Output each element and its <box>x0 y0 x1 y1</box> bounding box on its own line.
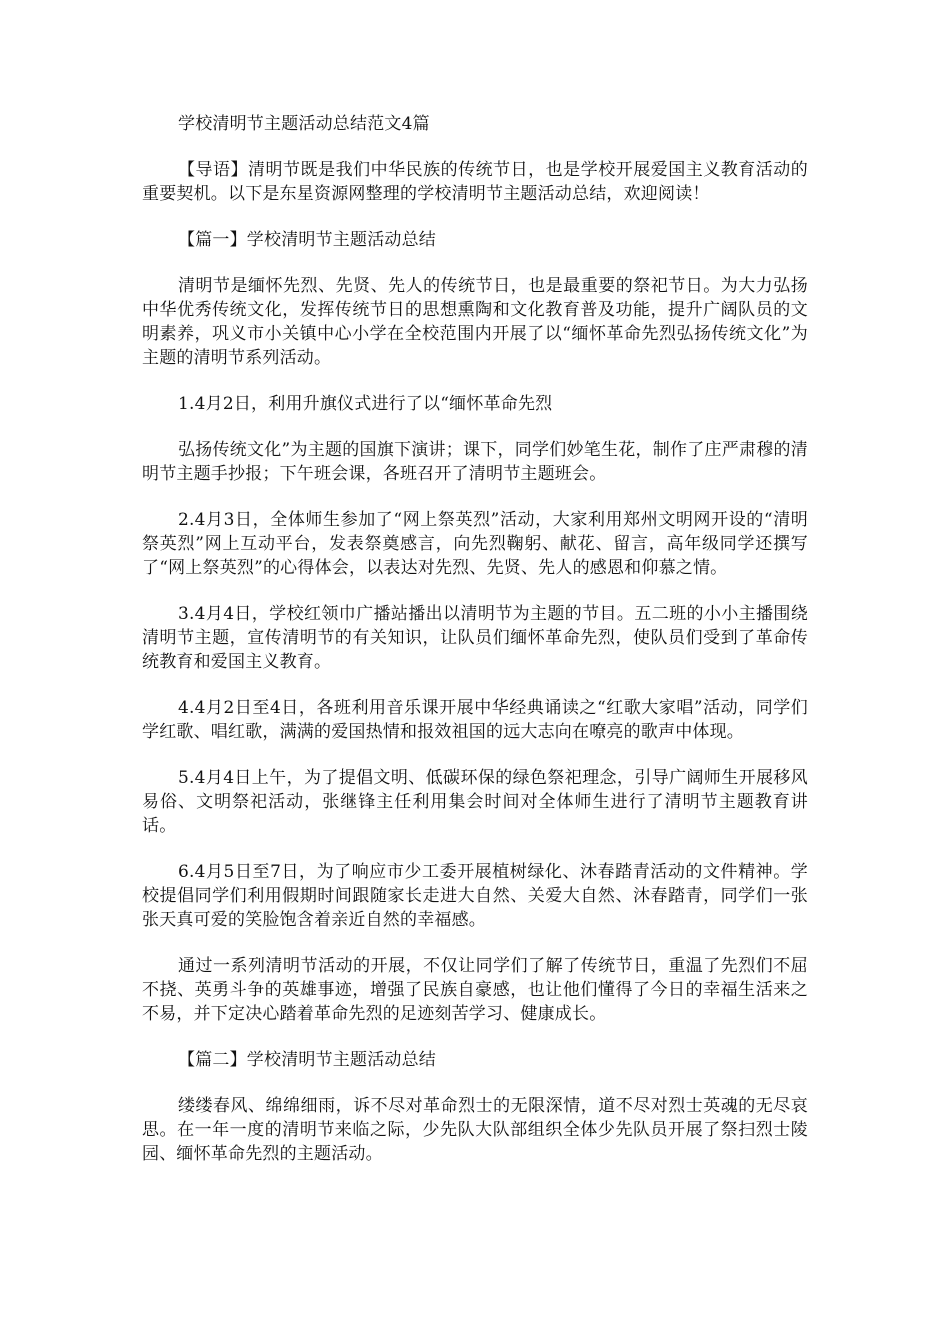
list-item: 2.4月3日，全体师生参加了“网上祭英烈”活动，大家利用郑州文明网开设的“清明祭英烈”网上互动平台，发表祭奠感言，向先烈鞠躬、献花、留言，高年级同学还撰写了“网上祭英烈”的心得体会，以表达对先烈、先贤、先人的感恩和仰慕之情。 <box>142 510 808 578</box>
document-title: 学校清明节主题活动总结范文4篇 <box>178 114 430 134</box>
body-paragraph: 清明节是缅怀先烈、先贤、先人的传统节日，也是最重要的祭祀节日。为大力弘扬中华优秀传统文化，发挥传统节日的思想熏陶和文化教育普及功能，提升广阔队员的文明素养，巩义市小关镇中心小学在全校范围内开展了以“缅怀革命先烈弘扬传统文化”为主题的清明节系列活动。 <box>142 276 808 368</box>
body-paragraph: 缕缕春风、绵绵细雨，诉不尽对革命烈士的无限深情，道不尽对烈士英魂的无尽哀思。在一年一度的清明节来临之际，少先队大队部组织全体少先队员开展了祭扫烈士陵园、缅怀革命先烈的主题活动。 <box>142 1096 808 1164</box>
list-item: 6.4月5日至7日，为了响应市少工委开展植树绿化、沐春踏青活动的文件精神。学校提倡同学们利用假期时间跟随家长走进大自然、关爱大自然、沐春踏青，同学们一张张天真可爱的笑脸饱含着亲近自然的幸福感。 <box>142 862 808 930</box>
list-item: 4.4月2日至4日，各班利用音乐课开展中华经典诵读之“红歌大家唱”活动，同学们学红歌、唱红歌，满满的爱国热情和报效祖国的远大志向在嘹亮的歌声中体现。 <box>142 698 808 742</box>
body-paragraph: 通过一系列清明节活动的开展，不仅让同学们了解了传统节日，重温了先烈们不屈不挠、英勇斗争的英雄事迹，增强了民族自豪感，也让他们懂得了今日的幸福生活来之不易，并下定决心踏着革命先烈的足迹刻苦学习、健康成长。 <box>142 956 808 1024</box>
list-item: 1.4月2日，利用升旗仪式进行了以“缅怀革命先烈 <box>178 394 553 414</box>
document-page <box>142 112 808 1188</box>
section-heading: 【篇一】学校清明节主题活动总结 <box>178 230 436 250</box>
body-paragraph: 弘扬传统文化”为主题的国旗下演讲；课下，同学们妙笔生花，制作了庄严肃穆的清明节主题手抄报；下午班会课，各班召开了清明节主题班会。 <box>142 440 808 484</box>
list-item: 3.4月4日，学校红领巾广播站播出以清明节为主题的节目。五二班的小小主播围绕清明节主题，宣传清明节的有关知识，让队员们缅怀革命先烈，使队员们受到了革命传统教育和爱国主义教育。 <box>142 604 808 672</box>
intro-paragraph: 【导语】清明节既是我们中华民族的传统节日，也是学校开展爱国主义教育活动的重要契机。以下是东星资源网整理的学校清明节主题活动总结，欢迎阅读！ <box>142 160 808 204</box>
section-heading: 【篇二】学校清明节主题活动总结 <box>178 1050 436 1070</box>
list-item: 5.4月4日上午，为了提倡文明、低碳环保的绿色祭祀理念，引导广阔师生开展移风易俗、文明祭祀活动，张继锋主任利用集会时间对全体师生进行了清明节主题教育讲话。 <box>142 768 808 836</box>
